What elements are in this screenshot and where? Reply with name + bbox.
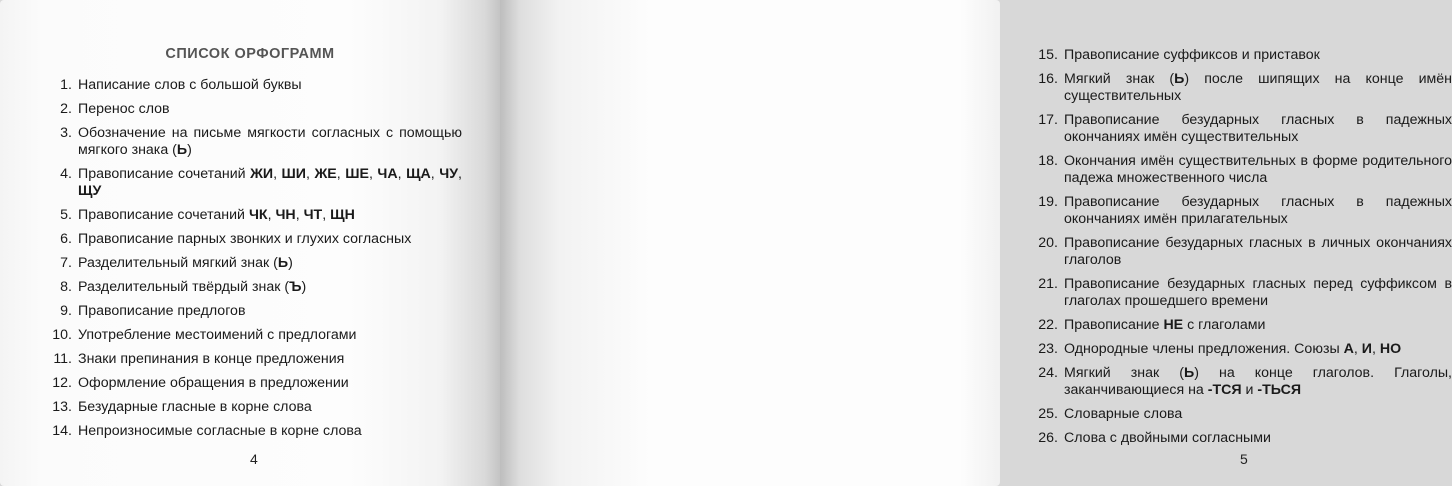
list-item <box>46 166 462 200</box>
item-text-bold: ШЕ <box>345 166 369 182</box>
list-item <box>46 207 462 224</box>
item-text-bold: ЧК <box>248 207 268 223</box>
item-number: 18. <box>1038 153 1058 169</box>
item-text: ) <box>187 142 192 158</box>
item-text: Правописание <box>1064 317 1164 333</box>
item-text-bold: Ь <box>176 142 188 158</box>
list-item <box>1032 365 1452 399</box>
item-number: 20. <box>1038 235 1058 251</box>
item-text: Непроизносимые согласные в корне слова <box>78 423 362 439</box>
item-text: Правописание сочетаний <box>78 207 249 223</box>
item-text-bold: НЕ <box>1163 317 1184 333</box>
item-text: Мягкий знак ( <box>1064 71 1175 87</box>
item-text-bold: Ь <box>1184 365 1195 381</box>
list-item <box>1032 153 1452 187</box>
item-number: 1. <box>60 77 72 93</box>
item-number: 17. <box>1038 112 1058 128</box>
list-item <box>46 125 462 159</box>
item-text-bold: Ъ <box>289 279 302 295</box>
item-number: 7. <box>60 255 72 271</box>
item-number: 12. <box>52 375 72 391</box>
item-text: , <box>295 207 304 223</box>
item-text: Окончания имён существительных в форме родительного падежа множественного числа <box>1064 153 1452 186</box>
item-text: ) на конце глаголов. Глаголы, заканчивающиеся на <box>1064 365 1452 398</box>
item-text-bold: ЩУ <box>78 183 102 199</box>
item-text: Правописание безударных гласных в личных окончаниях глаголов <box>1064 235 1452 268</box>
list-item <box>46 255 462 272</box>
page-heading: СПИСОК ОРФОГРАММ <box>165 46 335 62</box>
item-text: Написание слов с большой буквы <box>78 77 302 93</box>
item-text: и <box>1241 382 1258 398</box>
item-text: Разделительный мягкий знак ( <box>78 255 278 271</box>
item-text-bold: -ТЬСЯ <box>1257 382 1302 398</box>
item-text: с глаголами <box>1183 317 1266 333</box>
item-number: 13. <box>52 399 72 415</box>
item-text-bold: ЧН <box>275 207 296 223</box>
item-number: 4. <box>60 166 72 182</box>
list-item <box>46 351 462 368</box>
item-text: , <box>430 166 440 182</box>
list-item <box>1032 71 1452 105</box>
item-number: 11. <box>53 351 72 367</box>
item-number: 6. <box>60 231 72 247</box>
item-text: Однородные члены предложения. Союзы <box>1064 341 1344 357</box>
page-number: 4 <box>250 451 258 467</box>
item-text: Безударные гласные в корне слова <box>78 399 312 415</box>
item-number: 2. <box>60 101 72 117</box>
item-text-bold: НО <box>1379 341 1402 357</box>
item-number: 26. <box>1038 430 1058 446</box>
item-number: 25. <box>1038 406 1058 422</box>
list-item <box>1032 430 1452 447</box>
item-text-bold: ЩА <box>406 166 431 182</box>
item-text: Обозначение на письме мягкости согласных с помощью мягкого знака ( <box>78 125 462 158</box>
item-text: , <box>273 166 282 182</box>
item-text: Знаки препинания в конце предложения <box>78 351 345 367</box>
list-item <box>1032 317 1452 334</box>
item-text: , <box>1353 341 1362 357</box>
item-text: Разделительный твёрдый знак ( <box>78 279 290 295</box>
list-item <box>46 231 462 248</box>
item-text: Правописание безударных гласных перед суффиксом в глаголах прошедшего времени <box>1064 276 1452 309</box>
list-item <box>46 303 462 320</box>
list-item <box>1032 276 1452 310</box>
list-item <box>46 77 462 94</box>
item-text-bold: И <box>1361 341 1372 357</box>
item-text-bold: ЖЕ <box>314 166 337 182</box>
item-text: ) <box>301 279 307 295</box>
item-text-bold: ЖИ <box>250 166 274 182</box>
item-text: , <box>322 207 331 223</box>
item-text-bold: -ТСЯ <box>1207 382 1242 398</box>
item-number: 19. <box>1038 194 1058 210</box>
item-number: 22. <box>1038 317 1058 333</box>
item-text: , <box>1371 341 1380 357</box>
item-number: 5. <box>60 207 72 223</box>
item-text-bold: ЧУ <box>439 166 459 182</box>
list-item <box>46 423 462 440</box>
item-text: Употребление местоимений с предлогами <box>78 327 357 343</box>
left-page <box>0 0 500 486</box>
list-item <box>1032 47 1452 64</box>
item-number: 10. <box>52 327 72 343</box>
item-text: Правописание безударных гласных в падежных окончаниях имён прилагательных <box>1064 194 1452 227</box>
list-item <box>1032 341 1452 358</box>
item-text: Правописание суффиксов и приставок <box>1064 47 1320 63</box>
item-text: , <box>336 166 346 182</box>
item-text-bold: ЧА <box>377 166 398 182</box>
item-number: 15. <box>1038 47 1058 63</box>
item-text: Правописание парных звонких и глухих согласных <box>78 231 412 247</box>
item-text: , <box>267 207 276 223</box>
item-text-bold: ЩН <box>330 207 355 223</box>
item-text: ) после шипящих на конце имён существительных <box>1064 71 1452 104</box>
item-number: 9. <box>60 303 72 319</box>
list-item <box>46 375 462 392</box>
list-item <box>1032 406 1452 423</box>
item-text: Правописание предлогов <box>78 303 246 319</box>
item-number: 24. <box>1038 365 1058 381</box>
list-item <box>46 101 462 118</box>
page-number: 5 <box>1240 451 1248 467</box>
item-text: , <box>368 166 378 182</box>
item-number: 3. <box>60 125 72 141</box>
list-item <box>1032 235 1452 269</box>
list-item <box>46 327 462 344</box>
item-text-bold: А <box>1343 341 1354 357</box>
item-text: , <box>458 166 462 182</box>
item-number: 16. <box>1038 71 1058 87</box>
item-text: Правописание безударных гласных в падежных окончаниях имён существительных <box>1064 112 1452 145</box>
item-text-bold: ШИ <box>281 166 307 182</box>
list-item <box>46 279 462 296</box>
item-text: Мягкий знак ( <box>1064 365 1184 381</box>
spelling-rules-list-right <box>1032 47 1452 454</box>
right-page <box>500 0 1452 486</box>
item-text: Словарные слова <box>1064 406 1183 422</box>
item-text: , <box>397 166 407 182</box>
item-number: 21. <box>1038 276 1058 292</box>
item-number: 8. <box>60 279 72 295</box>
item-text: ) <box>288 255 293 271</box>
list-item <box>1032 112 1452 146</box>
item-text: Слова с двойными согласными <box>1064 430 1271 446</box>
spelling-rules-list-left <box>46 77 462 447</box>
item-text-bold: Ь <box>1174 71 1185 87</box>
item-text: Правописание сочетаний <box>78 166 251 182</box>
list-item <box>46 399 462 416</box>
item-text: Оформление обращения в предложении <box>78 375 349 391</box>
item-text-bold: Ь <box>277 255 289 271</box>
item-text: , <box>306 166 315 182</box>
item-number: 14. <box>52 423 72 439</box>
item-text-bold: ЧТ <box>303 207 323 223</box>
item-number: 23. <box>1038 341 1058 357</box>
list-item <box>1032 194 1452 228</box>
item-text: Перенос слов <box>78 101 170 117</box>
